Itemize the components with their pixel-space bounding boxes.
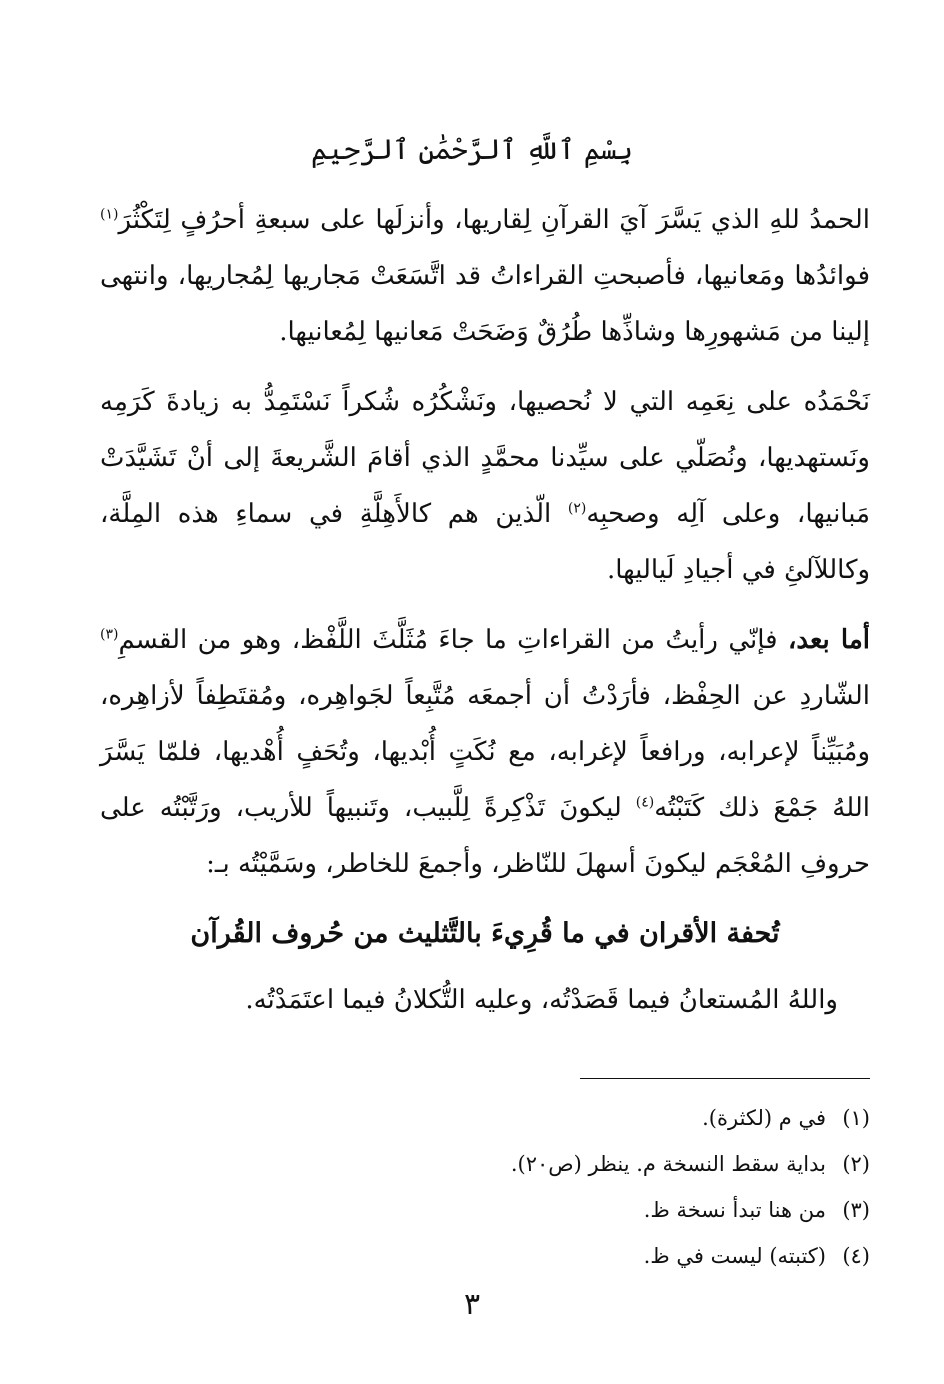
paragraph-3-text-b: الشّاردِ عن الحِفْظ، فأرَدْتُ أن أجمعَه مُتَّبِعاً لجَواهِره، ومُقتَطِفاً لأزاهِره، ومُبَيِّناً لإعرابه، ورافعاً لإغرابه، مع نُكَتٍ أُبْديها، وتُحَفٍ أُهْديها، فلمّا يَسَّرَ اللهُ جَمْعَ ذلك كَتَبْتُه: [100, 681, 870, 823]
paragraph-1-text-a: الحمدُ للهِ الذي يَسَّرَ آيَ القرآنِ لِقاريها، وأنزلَها على سبعةِ أحرُفٍ لِتَكْثُرَ: [118, 205, 870, 235]
footnote-text: في م (لكثرة).: [702, 1106, 826, 1130]
footnote-number: (٢): [842, 1152, 870, 1176]
footnote-item: [100, 1233, 870, 1279]
footnote-item: [100, 1187, 870, 1233]
footnote-number: (٣): [842, 1198, 870, 1222]
paragraph-purpose: [100, 612, 870, 892]
footnote-ref-1[interactable]: (١): [100, 206, 119, 223]
footnote-text: بداية سقط النسخة م. ينظر (ص٢٠).: [510, 1152, 826, 1176]
footnote-text: من هنا تبدأ نسخة ظ.: [643, 1198, 826, 1222]
paragraph-2-text-a: نَحْمَدُه على نِعَمِه التي لا نُحصيها، ونَشْكُرُه شُكراً نَسْتَمِدُّ به زيادةَ كَرَمِه ونَستهديها، ونُصَلّي على سيِّدنا محمَّدٍ الذي أقامَ الشَّريعةَ إلى أنْ تَشَيَّدَتْ مَبانيها، وعلى آلِه وصحبِه: [100, 387, 870, 529]
footnotes-list: [100, 1095, 870, 1279]
paragraph-lead: أما بعد،: [787, 625, 870, 655]
paragraph-2-text-b: الّذين هم كالأَهِلَّةِ في سماءِ هذه المِلَّة، وكاللآلئِ في أجيادِ لَياليها.: [100, 499, 870, 585]
paragraph-3-text-c: ليكونَ تَذْكِرةً لِلَّبيب، وتَنبيهاً للأريب، ورَتَّبْتُه على حروفِ المُعْجَم ليكونَ أسهلَ للنّاظر، وأجمعَ للخاطر، وسَمَّيْتُه بـ:: [100, 793, 870, 879]
paragraph-intro: [100, 192, 870, 360]
paragraph-1-text-b: فوائدُها ومَعانيها، فأصبحتِ القراءاتُ قد اتَّسَعَتْ مَجاريها لِمُجاريها، وانتهى إلينا من مَشهورِها وشاذِّها طُرُقٌ وَضَحَتْ مَعانيها لِمُعانيها.: [100, 261, 870, 347]
footnote-separator: [580, 1078, 870, 1079]
paragraph-3-text-a: فإنّي رأيتُ من القراءاتِ ما جاءَ مُثَلَّثَ اللَّفْظ، وهو من القسمِ: [118, 625, 788, 655]
closing-line: واللهُ المُستعانُ فيما قَصَدْتُه، وعليه التُّكلانُ فيما اعتَمَدْتُه.: [245, 985, 838, 1015]
body-text: [100, 192, 870, 1028]
footnote-text: (كتبته) ليست في ظ.: [643, 1244, 826, 1268]
footnote-ref-3[interactable]: (٣): [100, 626, 119, 643]
book-title: تُحفة الأقران في ما قُرِيءَ بالتَّثليث من حُروف القُرآن: [190, 918, 780, 949]
footnote-item: [100, 1095, 870, 1141]
page-number: ٣: [463, 1287, 481, 1322]
footnote-ref-2[interactable]: (٢): [567, 500, 587, 517]
basmala-heading: بِسْمِ ٱللَّهِ ٱلرَّحْمَٰنِ ٱلرَّحِيمِ: [310, 133, 633, 166]
footnote-number: (١): [842, 1106, 870, 1130]
footnote-item: [100, 1141, 870, 1187]
footnote-ref-4[interactable]: (٤): [635, 794, 655, 811]
paragraph-praise: [100, 374, 870, 598]
footnote-number: (٤): [842, 1244, 870, 1268]
